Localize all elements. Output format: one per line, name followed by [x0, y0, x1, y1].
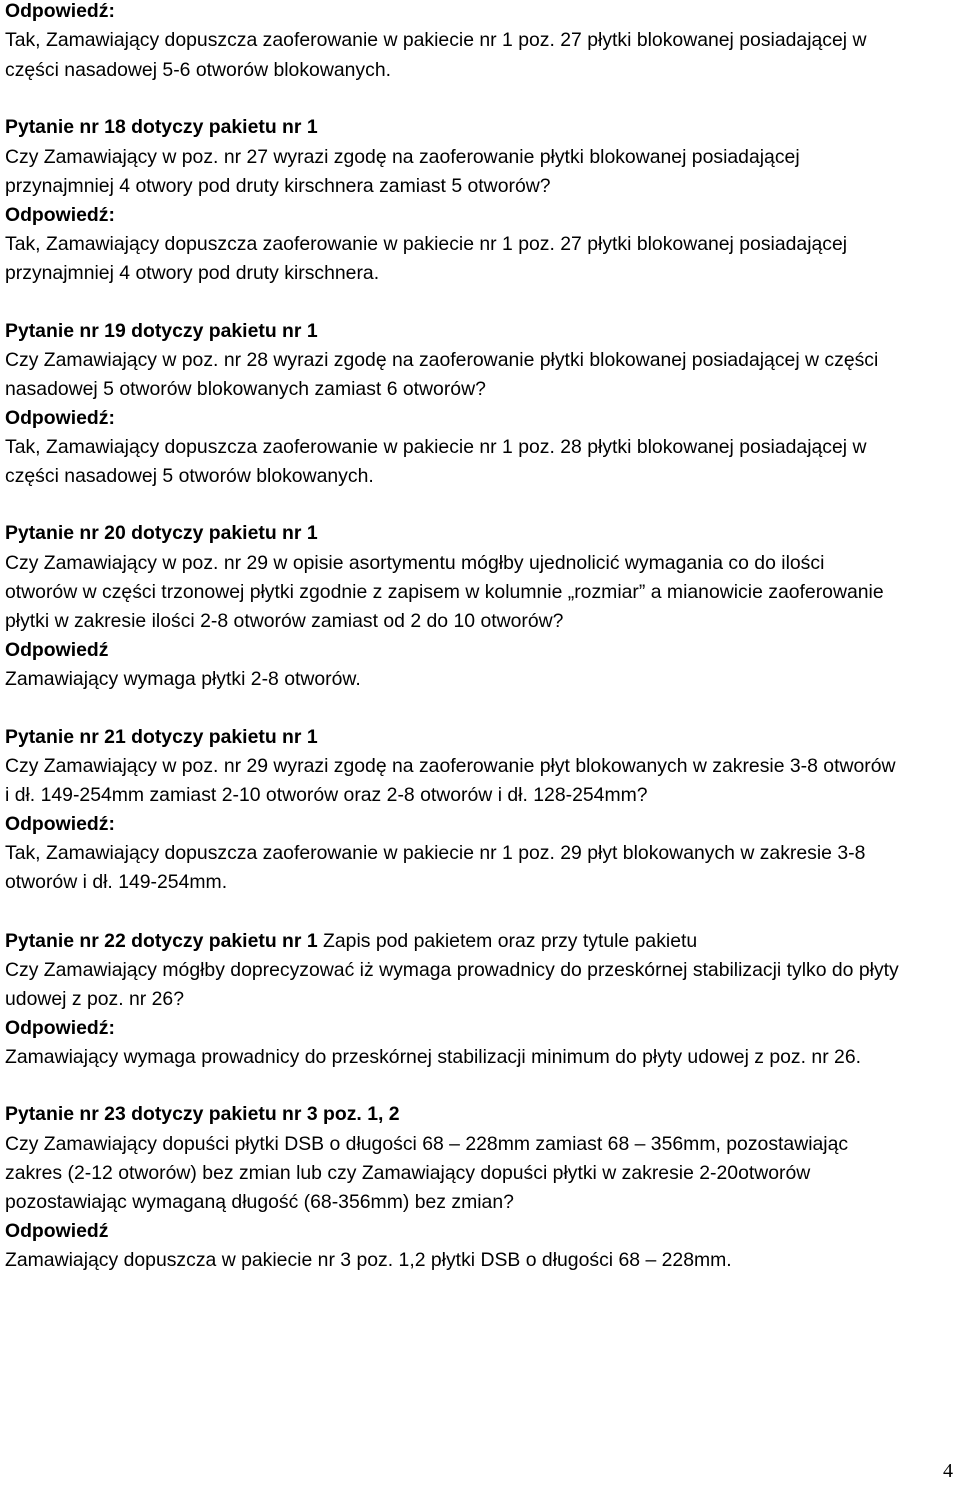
- question-text: otworów w części trzonowej płytki zgodnie z zapisem w kolumnie „rozmiar” a mianowicie zaoferowanie: [5, 581, 884, 603]
- question-text: Czy Zamawiający dopuści płytki DSB o długości 68 – 228mm zamiast 68 – 356mm, pozostawiając: [5, 1133, 849, 1155]
- question-text: udowej z poz. nr 26?: [5, 988, 185, 1010]
- page-number: 4: [943, 1460, 953, 1482]
- answer-label: Odpowiedź:: [5, 0, 115, 22]
- answer-text: Zamawiający dopuszcza w pakiecie nr 3 poz. 1,2 płytki DSB o długości 68 – 228mm.: [5, 1249, 732, 1271]
- question-heading: Pytanie nr 20 dotyczy pakietu nr 1: [5, 522, 318, 544]
- question-text: Czy Zamawiający w poz. nr 29 wyrazi zgodę na zaoferowanie płyt blokowanych w zakresie 3-8 otworów: [5, 755, 896, 777]
- question-text: Czy Zamawiający w poz. nr 27 wyrazi zgodę na zaoferowanie płytki blokowanej posiadającej: [5, 146, 800, 168]
- answer-text: Tak, Zamawiający dopuszcza zaoferowanie w pakiecie nr 1 poz. 28 płytki blokowanej posiadającej w: [5, 436, 867, 458]
- answer-label: Odpowiedź: [5, 1220, 109, 1242]
- answer-label: Odpowiedź:: [5, 813, 115, 835]
- answer-text: Zamawiający wymaga prowadnicy do przeskórnej stabilizacji minimum do płyty udowej z poz. nr 26.: [5, 1046, 862, 1068]
- question-heading: Pytanie nr 21 dotyczy pakietu nr 1: [5, 726, 318, 748]
- question-text: Czy Zamawiający w poz. nr 28 wyrazi zgodę na zaoferowanie płytki blokowanej posiadającej w części: [5, 349, 879, 371]
- answer-label: Odpowiedź:: [5, 1017, 115, 1039]
- answer-text: Tak, Zamawiający dopuszcza zaoferowanie w pakiecie nr 1 poz. 27 płytki blokowanej posiadającej: [5, 233, 848, 255]
- question-heading: Pytanie nr 22 dotyczy pakietu nr 1: [5, 930, 318, 952]
- question-text: Czy Zamawiający w poz. nr 29 w opisie asortymentu mógłby ujednolicić wymagania co do ilości: [5, 552, 825, 574]
- question-text: i dł. 149-254mm zamiast 2-10 otworów oraz 2-8 otworów i dł. 128-254mm?: [5, 784, 648, 806]
- question-heading: Pytanie nr 18 dotyczy pakietu nr 1: [5, 116, 318, 138]
- answer-label: Odpowiedź:: [5, 204, 115, 226]
- question-text: nasadowej 5 otworów blokowanych zamiast 6 otworów?: [5, 378, 486, 400]
- answer-text: Tak, Zamawiający dopuszcza zaoferowanie w pakiecie nr 1 poz. 29 płyt blokowanych w zakresie 3-8: [5, 842, 866, 864]
- question-text: płytki w zakresie ilości 2-8 otworów zamiast od 2 do 10 otworów?: [5, 610, 564, 632]
- answer-text: Tak, Zamawiający dopuszcza zaoferowanie w pakiecie nr 1 poz. 27 płytki blokowanej posiadającej w: [5, 29, 867, 51]
- answer-text: otworów i dł. 149-254mm.: [5, 871, 228, 893]
- question-text: pozostawiając wymaganą długość (68-356mm) bez zmian?: [5, 1191, 514, 1213]
- question-text: Czy Zamawiający mógłby doprecyzować iż wymaga prowadnicy do przeskórnej stabilizacji tylko do płyty: [5, 959, 899, 981]
- answer-label: Odpowiedź: [5, 639, 109, 661]
- answer-label: Odpowiedź:: [5, 407, 115, 429]
- answer-text: Zamawiający wymaga płytki 2-8 otworów.: [5, 668, 361, 690]
- question-text: zakres (2-12 otworów) bez zmian lub czy Zamawiający dopuści płytki w zakresie 2-20otworów: [5, 1162, 811, 1184]
- answer-text: części nasadowej 5-6 otworów blokowanych.: [5, 59, 391, 81]
- question-heading: Pytanie nr 23 dotyczy pakietu nr 3 poz. 1, 2: [5, 1103, 400, 1125]
- question-heading-suffix: Zapis pod pakietem oraz przy tytule pakietu: [317, 930, 698, 952]
- answer-text: części nasadowej 5 otworów blokowanych.: [5, 465, 374, 487]
- question-heading-line: [5, 926, 955, 956]
- question-text: przynajmniej 4 otwory pod druty kirschnera zamiast 5 otworów?: [5, 175, 551, 197]
- question-heading: Pytanie nr 19 dotyczy pakietu nr 1: [5, 320, 318, 342]
- answer-text: przynajmniej 4 otwory pod druty kirschnera.: [5, 262, 380, 284]
